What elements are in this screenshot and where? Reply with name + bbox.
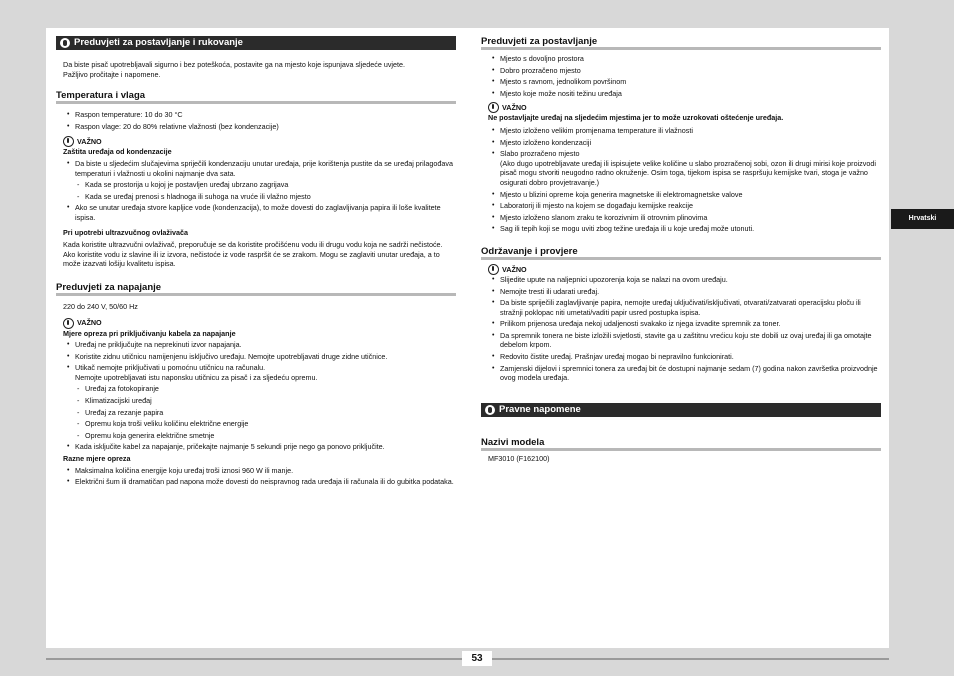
temperature-heading: Temperatura i vlaga: [56, 90, 456, 104]
list-item: • Utikač nemojte priključivati u pomoćnu utičnicu na računalu. Nemojte upotrebljavati istu naponsku utičnicu za pisač i za sljedeću opremu.: [64, 363, 456, 382]
maintenance-list: [481, 275, 881, 383]
power-caution-title: Mjere opreza pri priključivanju kabela za napajanje: [63, 328, 236, 338]
section-title: Pravne napomene: [499, 403, 581, 415]
general-list: [56, 466, 456, 487]
list-item: • Kada isključite kabel za napajanje, pričekajte najmanje 5 sekundi prije nego ga ponovo priključite.: [64, 442, 456, 452]
list-item: • Mjesto s ravnom, jednolikom površinom: [489, 77, 881, 87]
important-note: VAŽNO: [56, 318, 456, 329]
humidifier-text: Kada koristite ultrazvučni ovlaživač, preporučuje se da koristite pročišćenu vodu ili drugu vodu koja ne sadrži nečistoće. Ako koristite vodu iz slavine ili iz izvora, nečistoće iz vode raspršit će se zrakom. Mogu se zaglaviti unutar uređaja, a to može izazvati lošiju kvalitetu ispisa.: [63, 240, 443, 269]
list-item: • Mjesto u blizini opreme koja generira magnetske ili elektromagnetske valove: [489, 190, 881, 200]
list-item: • Ako se unutar uređaja stvore kapljice vode (kondenzacija), to može dovesti do zaglavljivanja papira ili loše kvalitete ispisa.: [64, 203, 456, 222]
condensation-list: [56, 159, 456, 178]
left-column: [56, 36, 456, 487]
avoid-title: Ne postavljajte uređaj na sljedećim mjestima jer to može uzrokovati oštećenje uređaja.: [488, 113, 784, 123]
condensation-title: Zaštita uređaja od kondenzacije: [63, 147, 172, 157]
intro-text: Da biste pisač upotrebljavali sigurno i bez poteškoća, postavite ga na mjesto koje ispunjava sljedeće uvjete. Pažljivo pročitajte i napomene.: [63, 60, 406, 79]
list-item: • Mjesto s dovoljno prostora: [489, 54, 881, 64]
temperature-list: [56, 110, 456, 131]
list-item: • Raspon temperature: 10 do 30 °C: [64, 110, 456, 120]
power-heading: Preduvjeti za napajanje: [56, 282, 456, 296]
list-item: - Opremu koja generira električne smetnje: [75, 431, 456, 441]
list-item: • Slabo prozračeno mjesto (Ako dugo upotrebljavate uređaj ili ispisujete velike količine u slabo prozračenoj sobi, ozon ili drugi mirisi koje proizvodi pisač mogu stvoriti neugodno radno okruženje. Osim toga, tijekom ispisa se raspršuju kemijske tvari, stoga je važno osigurati dobro provjetravanje.): [489, 149, 881, 187]
power-list-2: [56, 442, 456, 452]
list-item: • Da biste u sljedećim slučajevima spriječili kondenzaciju unutar uređaja, prije korištenja pustite da se uređaj prilagođava temperaturi i vlažnosti u okolini najmanje dva sata.: [64, 159, 456, 178]
list-item: - Opremu koja troši veliku količinu električne energije: [75, 419, 456, 429]
important-note: VAŽNO: [56, 136, 456, 147]
important-icon: [63, 136, 74, 147]
info-icon: [485, 405, 495, 415]
list-item: - Klimatizacijski uređaj: [75, 396, 456, 406]
list-item: • Zamjenski dijelovi i spremnici tonera za uređaj bit će dostupni najmanje sedam (7) godina nakon završetka proizvodnje ovog modela uređaja.: [489, 364, 881, 383]
list-item: - Kada se prostorija u kojoj je postavljen uređaj ubrzano zagrijava: [75, 180, 456, 190]
list-item: - Uređaj za fotokopiranje: [75, 384, 456, 394]
list-item: • Redovito čistite uređaj. Prašnjav uređaj mogao bi nepravilno funkcionirati.: [489, 352, 881, 362]
section-header-legal: [481, 403, 881, 417]
important-icon: [488, 264, 499, 275]
list-item: • Maksimalna količina energije koju uređaj troši iznosi 960 W ili manje.: [64, 466, 456, 476]
list-item: • Nemojte tresti ili udarati uređaj.: [489, 287, 881, 297]
right-column: [481, 36, 881, 463]
condensation-sublist: [56, 180, 456, 201]
power-list: [56, 340, 456, 382]
list-item: • Električni šum ili dramatičan pad napona može dovesti do neispravnog rada uređaja ili računala ili do gubitka podataka.: [64, 477, 456, 487]
list-item: • Koristite zidnu utičnicu namijenjenu isključivo uređaju. Nemojte upotrebljavati druge zidne utičnice.: [64, 352, 456, 362]
model-name: MF3010 (F162100): [488, 453, 550, 463]
model-heading: Nazivi modela: [481, 437, 881, 451]
avoid-list: [481, 126, 881, 234]
general-caution-title: Razne mjere opreza: [63, 454, 131, 464]
list-item: • Mjesto koje može nositi težinu uređaja: [489, 89, 881, 99]
condensation-list-2: [56, 203, 456, 222]
list-item: • Uređaj ne priključujte na neprekinuti izvor napajanja.: [64, 340, 456, 350]
page-number: 53: [462, 651, 492, 666]
important-note: VAŽNO: [481, 264, 881, 275]
language-tab[interactable]: Hrvatski: [891, 209, 954, 229]
install-list: [481, 54, 881, 98]
list-item: • Laboratorij ili mjesto na kojem se događaju kemijske reakcije: [489, 201, 881, 211]
list-item: • Raspon vlage: 20 do 80% relativne vlažnosti (bez kondenzacije): [64, 122, 456, 132]
section-header-handling: [56, 36, 456, 50]
list-item: • Mjesto izloženo kondenzaciji: [489, 138, 881, 148]
power-spec: 220 do 240 V, 50/60 Hz: [63, 301, 138, 311]
important-icon: [488, 102, 499, 113]
list-item: • Dobro prozračeno mjesto: [489, 66, 881, 76]
info-icon: [60, 38, 70, 48]
list-item: • Mjesto izloženo slanom zraku te korozivnim ili otrovnim plinovima: [489, 213, 881, 223]
equipment-sublist: [56, 384, 456, 440]
section-title: Preduvjeti za postavljanje i rukovanje: [74, 37, 243, 48]
important-note: VAŽNO: [481, 102, 881, 113]
important-icon: [63, 318, 74, 329]
install-heading: Preduvjeti za postavljanje: [481, 36, 881, 50]
list-item: • Prilikom prijenosa uređaja nekoj udaljenosti svakako iz njega izvadite spremnik za toner.: [489, 319, 881, 329]
list-item: • Da spremnik tonera ne biste izložili svjetlosti, stavite ga u zaštitnu vrećicu koju ste dobili uz ovaj uređaj ili ga omotajte debelom krpom.: [489, 331, 881, 350]
list-item: - Kada se uređaj prenosi s hladnoga ili suhoga na vruće ili vlažno mjesto: [75, 192, 456, 202]
maintenance-heading: Održavanje i provjere: [481, 246, 881, 260]
list-item: • Sag ili tepih koji se mogu uviti zbog težine uređaja ili u koje uređaj može utonuti.: [489, 224, 881, 234]
list-item: • Da biste spriječili zaglavljivanje papira, nemojte uređaj uključivati/isključivati, otvarati/zatvarati operacijsku ploču ili stražnji poklopac niti umetati/vaditi papir usred postupka ispisa.: [489, 298, 881, 317]
list-item: • Slijedite upute na naljepnici upozorenja koja se nalazi na ovom uređaju.: [489, 275, 881, 285]
humidifier-title: Pri upotrebi ultrazvučnog ovlaživača: [63, 227, 189, 237]
list-item: - Uređaj za rezanje papira: [75, 408, 456, 418]
list-item: • Mjesto izloženo velikim promjenama temperature ili vlažnosti: [489, 126, 881, 136]
